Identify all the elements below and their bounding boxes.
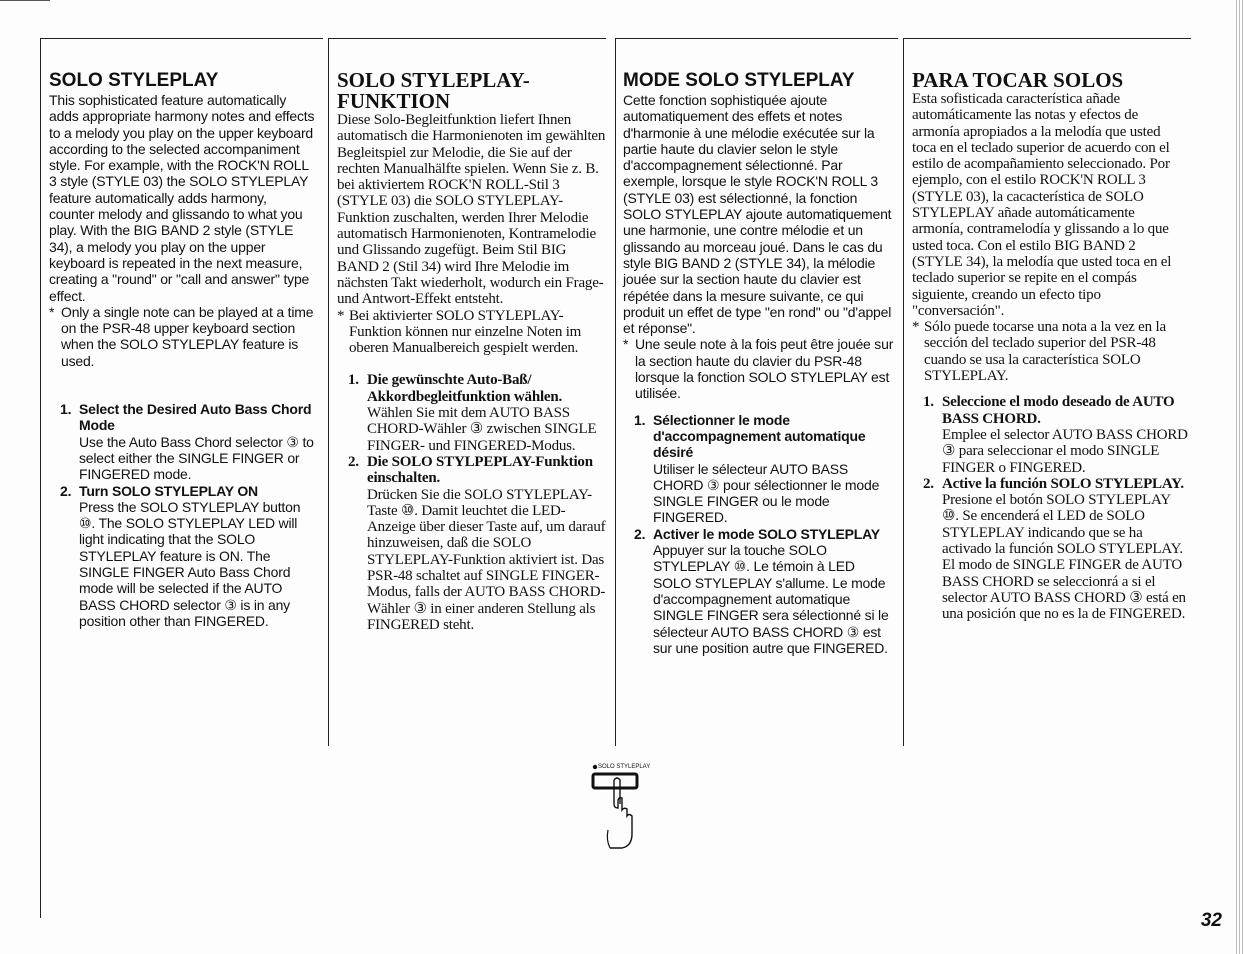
section-body: Cette fonction sophistiquée ajoute automatiquement des effets et notes d'harmonie à une mélodie exécutée sur la partie haute du clavier selon le style d'accompagnement sélectionné. Par exemple, lorsque le style ROCK'N ROLL 3 (STYLE 03) est sélectionné, la fonction SOLO STYLEPLAY ajoute automatiquement une harmonie, une contre mélodie et un glissando au morceau joué. Dans le cas du style BIG BAND 2 (STYLE 34), la mélodie jouée sur la section haute du clavier est répétée dans la mesure suivante, ce qui produit un effet de type "en rond" ou "d'appel et réponse". bbox=[623, 92, 892, 337]
note bbox=[912, 319, 1188, 384]
column-spanish bbox=[912, 70, 1188, 623]
scan-edge bbox=[1236, 0, 1244, 954]
section-heading: SOLO STYLEPLAY-FUNKTION bbox=[337, 68, 530, 113]
asterisk-icon: * bbox=[337, 307, 345, 324]
note bbox=[49, 304, 315, 369]
column-rule-top bbox=[328, 38, 606, 39]
step-number: 1. bbox=[348, 372, 359, 389]
note-text: Only a single note can be played at a time on the PSR-48 upper keyboard section when the SOLO STYLEPLAY feature is used. bbox=[61, 303, 314, 369]
step-item bbox=[337, 372, 611, 453]
step-item bbox=[49, 401, 315, 482]
section-body: Diese Solo-Begleitfunktion liefert Ihnen automatisch die Harmonienoten im gewählten Begleitspiel zur Melodie, die Sie auf der rechten Manualhälfte spielen. Wenn Sie z. B. bei aktiviertem ROCK'N ROLL-Stil 3 (STYLE 03) die SOLO STYLEPLAY-Funktion zuschalten, werden Ihrer Melodie automatisch Harmonienoten, Kontramelodie und Glissando zugefügt. Beim Stil BIG BAND 2 (Stil 34) wird Ihre Melodie im nächsten Takt wiederholt, wodurch ein Frage- und Antwort-Effekt entsteht. bbox=[337, 112, 606, 308]
step-item bbox=[337, 454, 611, 633]
section-body: This sophisticated feature automatically adds appropriate harmony notes and effects to a melody you play on the upper keyboard according to the selected accompaniment style. For example, with the ROCK'N ROLL 3 style (STYLE 03) the SOLO STYLEPLAY feature automatically adds harmony, counter melody and glissando to what you play. With the BIG BAND 2 style (STYLE 34), a melody you play on the upper keyboard is repeated in the next measure, creating a "round" or "call and answer" type effect. bbox=[49, 92, 315, 304]
note bbox=[623, 336, 895, 401]
step-title: Activer le mode SOLO STYLEPLAY bbox=[653, 525, 880, 542]
step-item bbox=[49, 483, 315, 630]
column-rule-top bbox=[903, 38, 1191, 39]
column-rule-left bbox=[903, 38, 904, 746]
note-text: Une seule note à la fois peut être jouée sur la section haute du clavier du PSR-48 lorsque la fonction SOLO STYLEPLAY est utilisée. bbox=[635, 336, 894, 402]
step-text: Drücken Sie die SOLO STYLEPLAY-Taste ⑩. Damit leuchtet die LED-Anzeige über dieser Taste auf, um darauf hinzuweisen, daß die SOLO STYLEPLAY-Funktion aktiviert ist. Das PSR-48 schaltet auf SINGLE FINGER-Modus, falls der AUTO BASS CHORD-Wähler ③ in einer anderen Stellung als FINGERED steht. bbox=[367, 486, 606, 633]
step-text: Use the Auto Bass Chord selector ③ to select either the SINGLE FINGER or FINGERED mode. bbox=[79, 433, 314, 483]
step-title: Turn SOLO STYLEPLAY ON bbox=[79, 482, 258, 499]
step-text: Press the SOLO STYLEPLAY button ⑩. The SOLO STYLEPLAY LED will light indicating that the SOLO STYLEPLAY feature is ON. The SINGLE FINGER Auto Bass Chord mode will be selected if the AUTO BASS CHORD selector ③ is in any position other than FINGERED. bbox=[79, 498, 301, 629]
step-list bbox=[912, 394, 1188, 622]
step-item bbox=[912, 394, 1188, 475]
hand-pressing-button-icon bbox=[588, 760, 668, 850]
section-heading: SOLO STYLEPLAY bbox=[49, 70, 219, 91]
step-number: 1. bbox=[923, 394, 934, 411]
step-title: Die gewünschte Auto-Baß/ Akkordbegleitfunktion wählen. bbox=[367, 372, 563, 405]
column-rule-left bbox=[40, 38, 41, 918]
step-title: Select the Desired Auto Bass Chord Mode bbox=[79, 401, 312, 434]
page-number: 32 bbox=[1200, 910, 1222, 931]
step-text: Wählen Sie mit dem AUTO BASS CHORD-Wähler ③ zwischen SINGLE FINGER- und FINGERED-Modus. bbox=[367, 405, 597, 454]
step-title: Active la función SOLO STYLEPLAY. bbox=[942, 475, 1184, 492]
column-rule-top bbox=[615, 38, 898, 39]
step-text: Emplee el selector AUTO BASS CHORD ③ para seleccionar el modo SINGLE FINGER o FINGERED. bbox=[942, 426, 1188, 476]
step-list bbox=[623, 412, 895, 656]
column-english bbox=[49, 70, 315, 629]
illustration-label: SOLO STYLEPLAY bbox=[598, 764, 651, 770]
step-text: Appuyer sur la touche SOLO STYLEPLAY ⑩. Le témoin à LED SOLO STYLEPLAY s'allume. Le mode d'accompagnement automatique SINGLE FINGER sera sélectionné si le sélecteur AUTO BASS CHORD ③ est sur une position autre que FINGERED. bbox=[653, 542, 889, 656]
note bbox=[337, 308, 611, 357]
step-text: Utiliser le sélecteur AUTO BASS CHORD ③ pour sélectionner le mode SINGLE FINGER ou le mode FINGERED. bbox=[653, 460, 880, 526]
step-number: 2. bbox=[348, 453, 359, 470]
step-number: 2. bbox=[923, 475, 934, 492]
scan-mark bbox=[0, 0, 50, 1]
column-rule-left bbox=[328, 38, 329, 746]
step-number: 2. bbox=[60, 482, 72, 499]
step-item bbox=[912, 476, 1188, 623]
step-title: Die SOLO STYLPEPLAY-Funktion einschalten. bbox=[367, 453, 593, 487]
column-rule-top bbox=[40, 38, 323, 39]
step-list bbox=[49, 401, 315, 629]
step-number: 1. bbox=[60, 401, 72, 418]
note-text: Bei aktivierter SOLO STYLEPLAY-Funktion können nur einzelne Noten im oberen Manualbereich gespielt werden. bbox=[349, 307, 582, 357]
section-body: Esta sofisticada característica añade automáticamente las notas y efectos de armonía apropiados a la melodía que usted toca en el teclado superior de acuerdo con el estilo de acompañamiento seleccionado. Por ejemplo, con el estilo ROCK'N ROLL 3 (STYLE 03), la cacacterística de SOLO STYLEPLAY añade automáticamente armonía, contramelodía y glissando a lo que usted toca. Con el estilo BIG BAND 2 (STYLE 34), la melodía que usted toca en el teclado superior se repite en el compás siguiente, creando un efecto tipo "conversación". bbox=[912, 91, 1172, 319]
note-text: Sólo puede tocarse una nota a la vez en la sección del teclado superior del PSR-48 cuando se usa la característica SOLO STYLEPLAY. bbox=[924, 319, 1166, 385]
column-french bbox=[623, 70, 895, 656]
step-text: Presione el botón SOLO STYLEPLAY ⑩. Se encenderá el LED de SOLO STYLEPLAY indicando que se ha activado la función SOLO STYLEPLAY. El modo de SINGLE FINGER de AUTO BASS CHORD se seleccionrá a si el selector AUTO BASS CHORD ③ está en una posición que no es la de FINGERED. bbox=[942, 492, 1186, 623]
section-heading: PARA TOCAR SOLOS bbox=[912, 68, 1124, 92]
step-title: Sélectionner le mode d'accompagnement automatique désiré bbox=[653, 411, 866, 461]
section-heading: MODE SOLO STYLEPLAY bbox=[623, 70, 855, 91]
column-rule-left bbox=[615, 38, 616, 746]
step-list bbox=[337, 372, 611, 633]
asterisk-icon: * bbox=[49, 303, 55, 320]
asterisk-icon: * bbox=[623, 336, 629, 353]
step-title: Seleccione el modo deseado de AUTO BASS CHORD. bbox=[942, 394, 1175, 427]
column-german bbox=[337, 70, 611, 633]
step-number: 1. bbox=[634, 411, 646, 428]
asterisk-icon: * bbox=[912, 319, 920, 336]
step-item bbox=[623, 526, 895, 656]
step-number: 2. bbox=[634, 525, 646, 542]
step-item bbox=[623, 412, 895, 526]
